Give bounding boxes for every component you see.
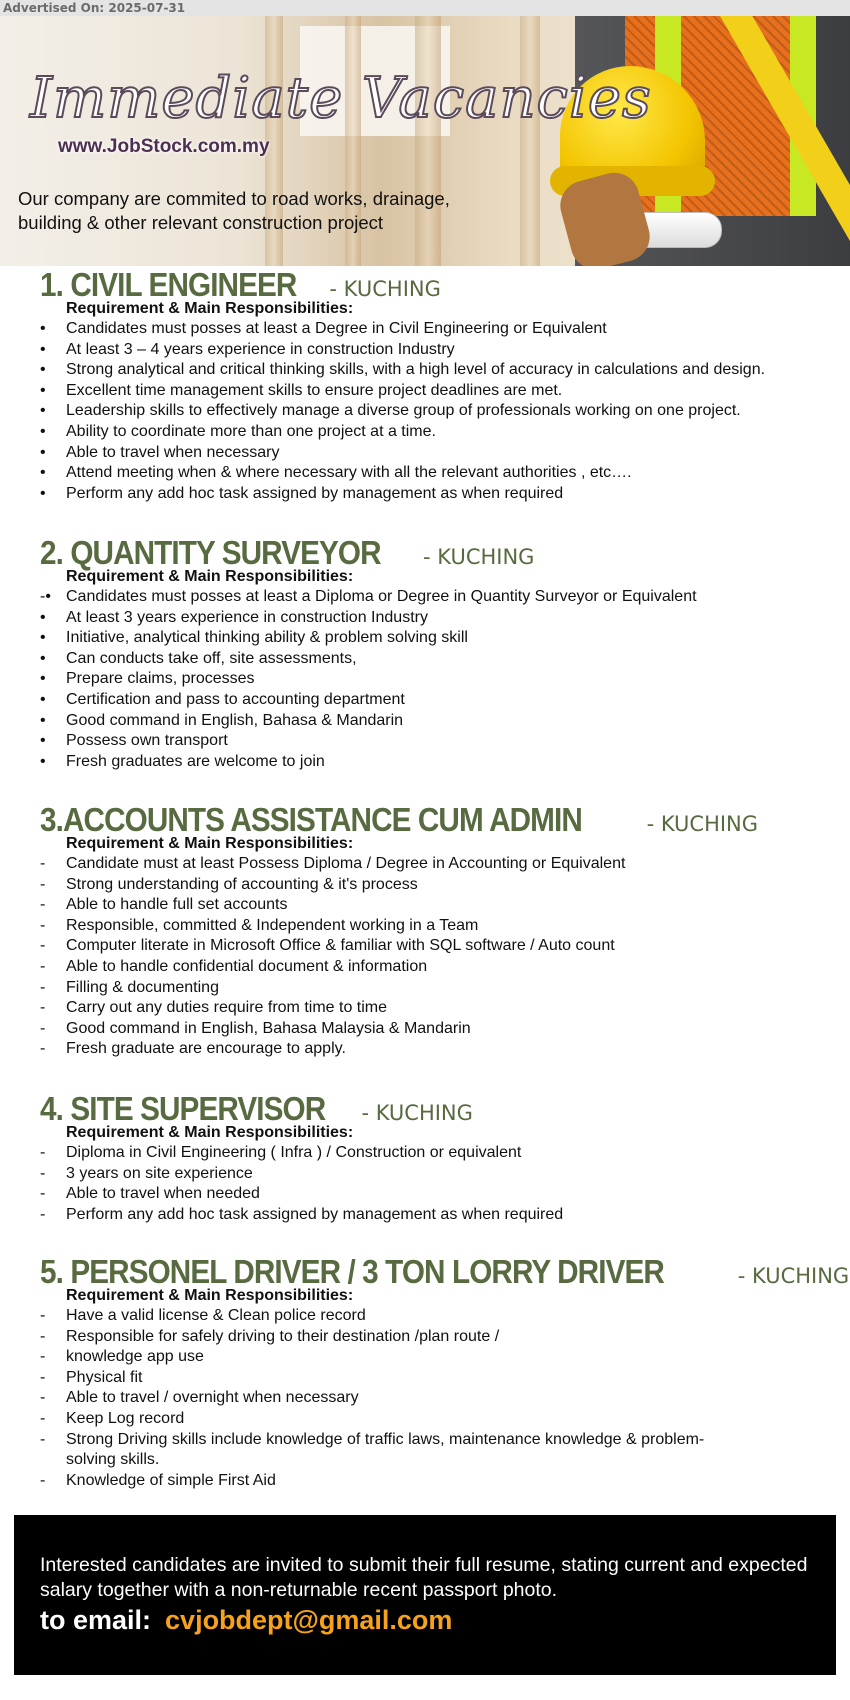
list-item: • Certification and pass to accounting department <box>40 690 405 708</box>
application-instructions: Interested candidates are invited to submit their full resume, stating current and expected salary together with a non-returnable recent passport photo. <box>40 1554 808 1601</box>
list-item: - Able to travel / overnight when necessary <box>40 1389 359 1407</box>
list-item: • Good command in English, Bahasa & Mandarin <box>40 711 404 729</box>
list-item: • Can conducts take off, site assessments, <box>40 649 357 667</box>
list-item: - Responsible, committed & Independent working in a Team <box>40 916 479 934</box>
requirements-label: Requirement & Main Responsibilities: <box>66 568 354 585</box>
company-intro: Our company are commited to road works, drainage, building & other relevant construction project <box>18 188 450 233</box>
requirements-list <box>0 319 765 504</box>
list-item: -• Candidates must posses at least a Diploma or Degree in Quantity Surveyor or Equivalent <box>40 588 697 605</box>
requirements-list <box>0 587 697 772</box>
requirements-label: Requirement & Main Responsibilities: <box>66 1124 354 1141</box>
list-item: - Able to handle full set accounts <box>40 896 288 914</box>
job-title: 2. QUANTITY SURVEYOR - KUCHING <box>40 534 535 571</box>
list-item: • Attend meeting when & where necessary with all the relevant authorities , etc…. <box>40 464 632 482</box>
job-title: 4. SITE SUPERVISOR - KUCHING <box>40 1090 473 1127</box>
list-item: • Initiative, analytical thinking ability & problem solving skill <box>40 629 468 647</box>
requirements-list <box>0 1306 706 1491</box>
list-item: • Prepare claims, processes <box>40 670 255 688</box>
email-label: to email: <box>40 1605 152 1635</box>
email-link[interactable]: cvjobdept@gmail.com <box>165 1605 453 1635</box>
list-item: • Leadership skills to effectively manage a diverse group of professionals working on one project. <box>40 402 741 420</box>
list-item: • Candidates must posses at least a Degree in Civil Engineering or Equivalent <box>40 320 607 337</box>
list-item: - Strong Driving skills include knowledge of traffic laws, maintenance knowledge & problem-solving skills. <box>40 1430 705 1468</box>
list-item: - Keep Log record <box>40 1409 185 1427</box>
requirements-list <box>0 1143 563 1225</box>
list-item: - Carry out any duties require from time to time <box>40 999 388 1017</box>
list-item: - Able to handle confidential document & information <box>40 957 428 975</box>
advertised-bar <box>0 0 850 16</box>
job-title: 1. CIVIL ENGINEER - KUCHING <box>40 266 441 303</box>
list-item: - knowledge app use <box>40 1348 204 1366</box>
header-banner <box>0 16 850 266</box>
job-title: 5. PERSONEL DRIVER / 3 TON LORRY DRIVER - KUCHING <box>40 1253 850 1290</box>
list-item: • Possess own transport <box>40 732 228 750</box>
website-link[interactable]: www.JobStock.com.my <box>58 136 270 157</box>
list-item: • Ability to coordinate more than one project at a time. <box>40 422 436 440</box>
job-title: 3.ACCOUNTS ASSISTANCE CUM ADMIN - KUCHING <box>40 801 759 838</box>
list-item: - Knowledge of simple First Aid <box>40 1471 276 1489</box>
list-item: - Have a valid license & Clean police record <box>40 1307 366 1324</box>
list-item: - Physical fit <box>40 1368 143 1386</box>
requirements-label: Requirement & Main Responsibilities: <box>66 300 354 317</box>
list-item: • Excellent time management skills to ensure project deadlines are met. <box>40 381 563 399</box>
list-item: • At least 3 years experience in construction Industry <box>40 608 428 626</box>
list-item: - Perform any add hoc task assigned by management as when required <box>40 1205 564 1223</box>
list-item: - Computer literate in Microsoft Office & familiar with SQL software / Auto count <box>40 937 615 955</box>
list-item: - Fresh graduate are encourage to apply. <box>40 1040 346 1058</box>
headline: Immediate Vacancies <box>30 66 652 131</box>
email-line <box>40 1605 452 1636</box>
list-item: • Strong analytical and critical thinking skills, with a high level of accuracy in calculations and design. <box>40 361 766 379</box>
list-item: • Able to travel when necessary <box>40 443 280 461</box>
list-item: - 3 years on site experience <box>40 1164 253 1182</box>
requirements-list <box>0 854 625 1060</box>
list-item: - Responsible for safely driving to their destination /plan route / <box>40 1327 500 1345</box>
requirements-label: Requirement & Main Responsibilities: <box>66 1287 354 1304</box>
list-item: - Candidate must at least Possess Diploma / Degree in Accounting or Equivalent <box>40 855 626 872</box>
list-item: - Able to travel when needed <box>40 1185 260 1203</box>
list-item: • Perform any add hoc task assigned by management as when required <box>40 484 564 502</box>
list-item: - Strong understanding of accounting & it's process <box>40 875 418 893</box>
list-item: - Filling & documenting <box>40 978 219 996</box>
list-item: • At least 3 – 4 years experience in construction Industry <box>40 340 455 358</box>
advertised-date: Advertised On: 2025-07-31 <box>3 1 186 15</box>
background-beam <box>520 16 540 266</box>
list-item: • Fresh graduates are welcome to join <box>40 752 325 770</box>
list-item: - Good command in English, Bahasa Malaysia & Mandarin <box>40 1019 471 1037</box>
list-item: - Diploma in Civil Engineering ( Infra ) / Construction or equivalent <box>40 1144 522 1161</box>
contact-footer <box>14 1515 836 1675</box>
requirements-label: Requirement & Main Responsibilities: <box>66 835 354 852</box>
